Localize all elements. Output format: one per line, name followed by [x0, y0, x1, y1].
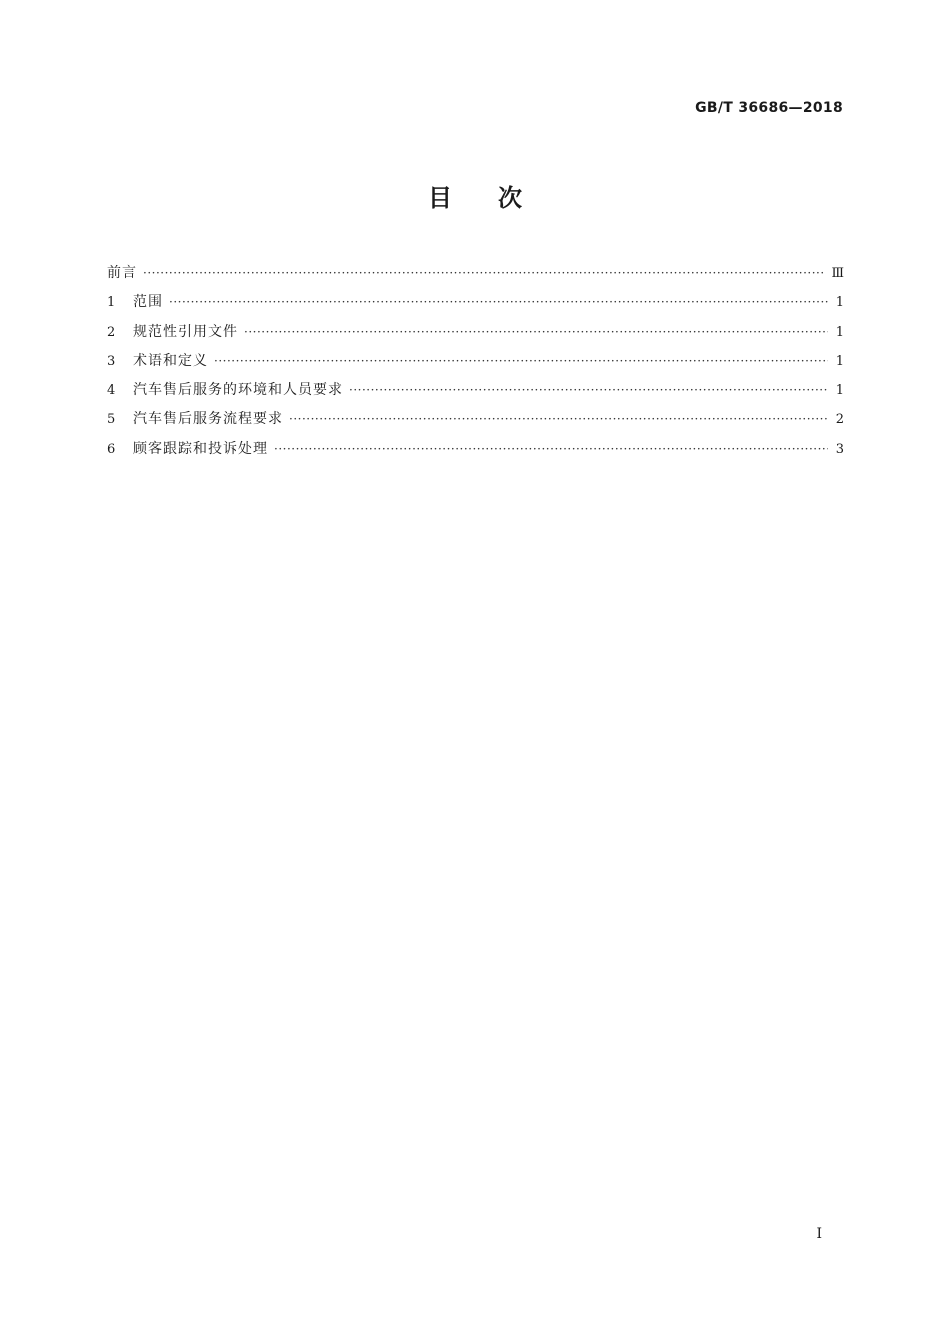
toc-entry-text: 汽车售后服务流程要求 [133, 411, 283, 428]
toc-entry-number: 4 [107, 383, 116, 399]
footer-page-number: I [816, 1226, 822, 1242]
toc-entry-6[interactable] [107, 438, 844, 467]
toc-leader-dots [143, 266, 823, 280]
toc-entry-number: 2 [107, 324, 116, 340]
toc-entry-2[interactable] [107, 321, 844, 350]
toc-entry-number: 6 [107, 441, 116, 457]
toc-entry-foreword[interactable] [107, 262, 844, 291]
toc-entry-text: 规范性引用文件 [133, 323, 238, 340]
toc-entry-page: 2 [835, 412, 844, 428]
toc-entry-4[interactable] [107, 379, 844, 408]
toc-leader-dots [349, 383, 828, 397]
toc-entry-page: 3 [835, 441, 844, 457]
toc-entry-number: 5 [107, 412, 116, 428]
toc-entry-text: 顾客跟踪和投诉处理 [133, 440, 268, 457]
toc-entry-text: 前言 [107, 265, 137, 281]
toc-title: 目次 [428, 184, 568, 212]
toc-entry-page: Ⅲ [831, 266, 844, 281]
standard-code: GB/T 36686—2018 [695, 100, 843, 116]
toc-entry-number: 1 [107, 295, 116, 311]
toc-leader-dots [289, 412, 828, 426]
toc-leader-dots [274, 442, 828, 456]
table-of-contents [107, 262, 844, 467]
toc-entry-number: 3 [107, 353, 116, 369]
toc-entry-3[interactable] [107, 350, 844, 379]
toc-leader-dots [214, 354, 828, 368]
toc-leader-dots [169, 295, 828, 309]
toc-entry-page: 1 [835, 353, 844, 369]
toc-entry-text: 范围 [133, 294, 163, 311]
toc-leader-dots [244, 325, 828, 339]
toc-entry-1[interactable] [107, 291, 844, 320]
toc-entry-page: 1 [835, 383, 844, 399]
toc-entry-5[interactable] [107, 408, 844, 437]
toc-entry-text: 术语和定义 [133, 352, 208, 369]
toc-entry-page: 1 [835, 295, 844, 311]
toc-entry-page: 1 [835, 324, 844, 340]
toc-entry-text: 汽车售后服务的环境和人员要求 [133, 382, 343, 399]
